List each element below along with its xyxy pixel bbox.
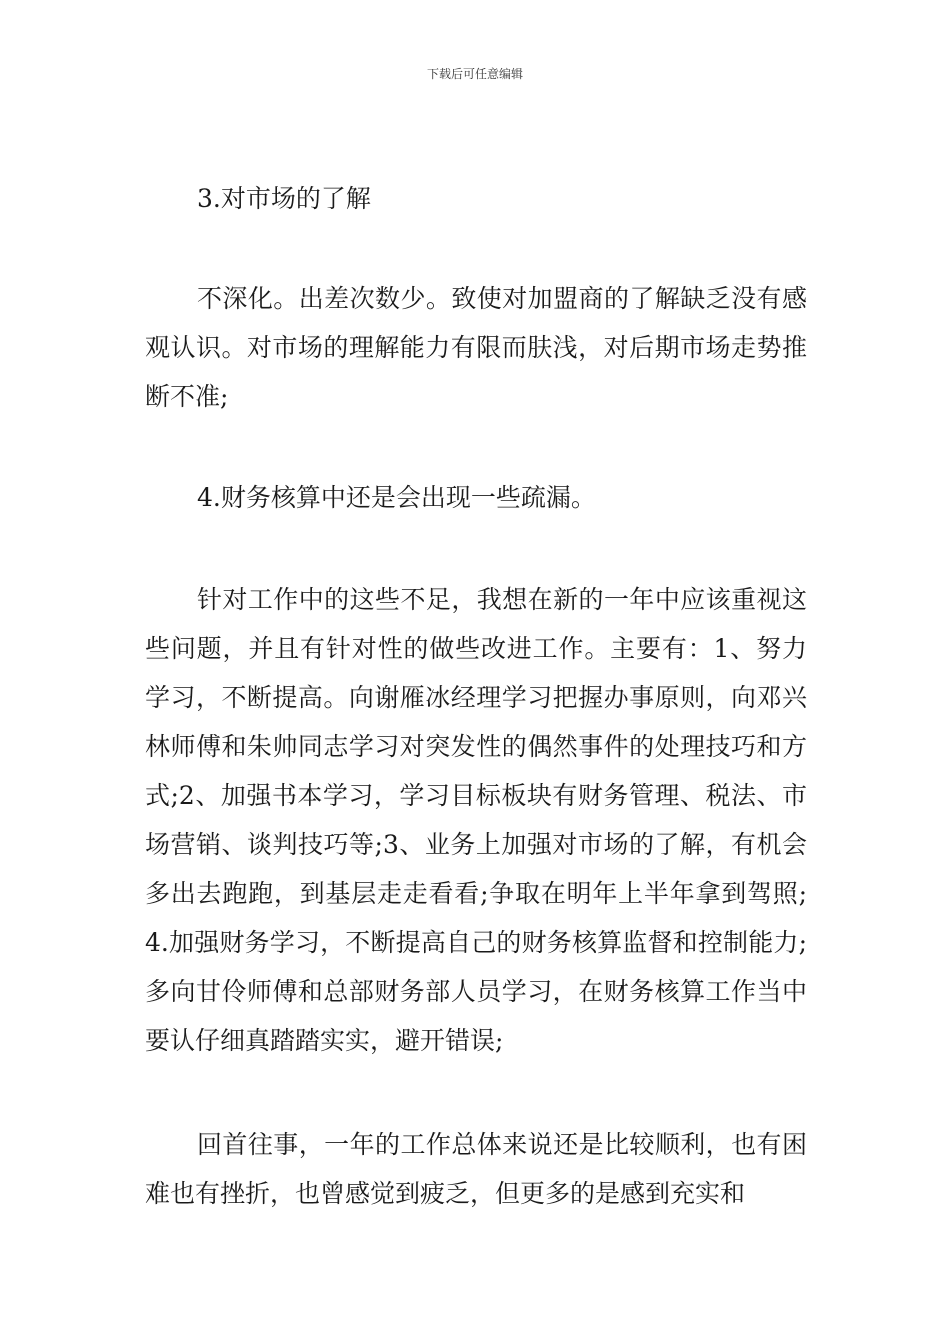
paragraph-heading-accounting-errors: 4.财务核算中还是会出现一些疏漏。 xyxy=(197,483,596,512)
page-header-note: 下载后可任意编辑 xyxy=(426,67,523,81)
paragraph-year-review: 回首往事，一年的工作总体来说还是比较顺利，也有困难也有挫折，也曾感觉到疲乏，但更多的是感到充实和 xyxy=(145,1130,807,1208)
paragraph-improvement-plan: 针对工作中的这些不足，我想在新的一年中应该重视这些问题，并且有针对性的做些改进工作。主要有：1、努力学习，不断提高。向谢雁冰经理学习把握办事原则，向邓兴林师傅和朱帅同志学习对突发性的偶然事件的处理技巧和方式;2、加强书本学习，学习目标板块有财务管理、税法、市场营销、谈判技巧等;3、业务上加强对市场的了解，有机会多出去跑跑，到基层走走看看;争取在明年上半年拿到驾照;4.加强财务学习，不断提高自己的财务核算监督和控制能力;多向甘伶师傅和总部财务部人员学习，在财务核算工作当中要认仔细真踏踏实实，避开错误; xyxy=(145,585,807,1055)
paragraph-heading-market-understanding: 3.对市场的了解 xyxy=(197,184,371,213)
paragraph-market-shortcomings: 不深化。出差次数少。致使对加盟商的了解缺乏没有感观认识。对市场的理解能力有限而肤浅，对后期市场走势推断不准; xyxy=(145,284,807,411)
